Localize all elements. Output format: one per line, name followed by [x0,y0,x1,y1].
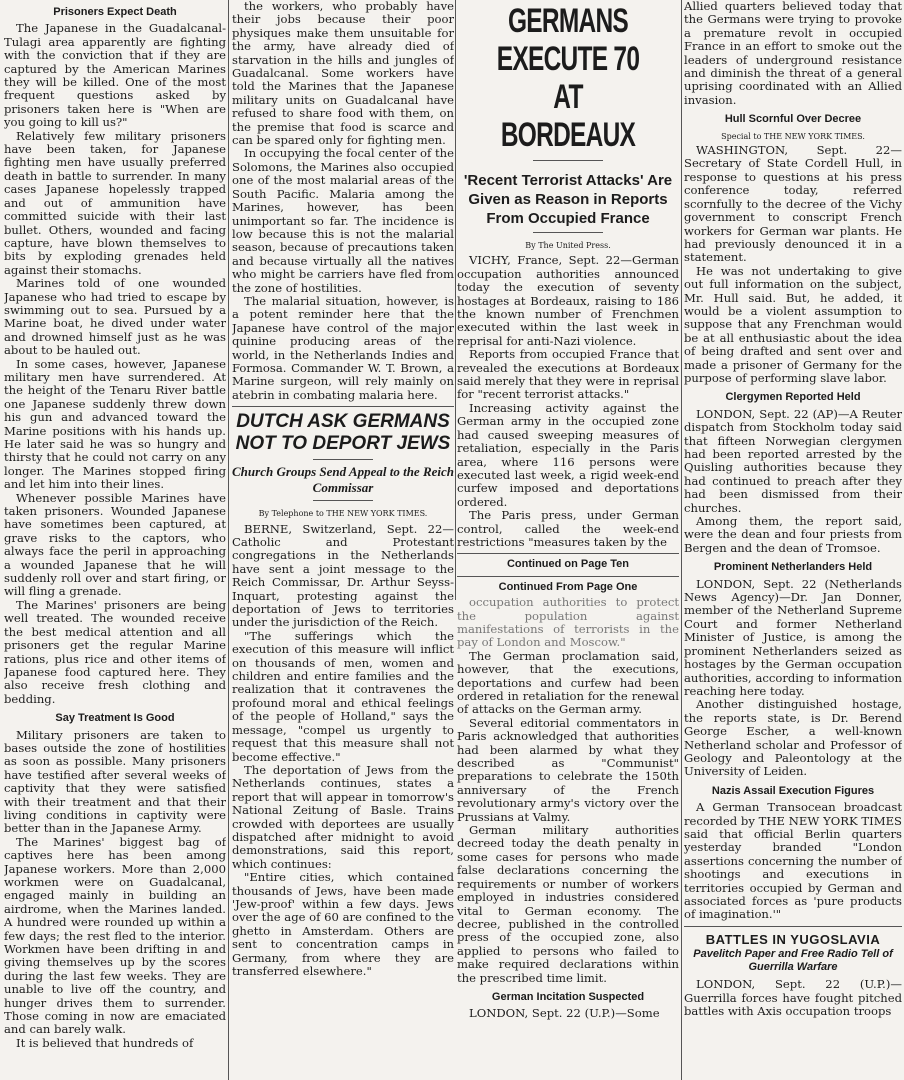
column-rule-3 [681,0,682,1080]
paragraph: LONDON, Sept. 22 (AP)—A Reuter dispatch from Stockholm today said that fifteen Norwegian clergymen had been reported arrested by the Quisling authorities because they had continued to preach after they had been dismissed from their churches. [684,406,902,515]
paragraph: German military authorities decreed today the death penalty in some cases for persons who made false declarations concerning the requirements or number of workers employed in industries considered vital to German economy. The decree, published in the controlled press of the occupied zone, also applied to persons who failed to make required declarations within the prescribed time limit. [457,823,679,985]
headline-german-incitation: German Incitation Suspected [491,990,645,1003]
headline-prisoners-expect-death: Prisoners Expect Death [53,6,177,18]
paragraph: occupation authorities to protect the population against manifestations of terrorists in the pay of London and Moscow." [457,595,679,650]
paragraph: A German Transocean broadcast recorded by THE NEW YORK TIMES said that official Berlin quarters yesterday branded "London assertions concerning the number of shootings and executions in territories occupied by German and associated forces as 'pure products of imagination.'" [684,800,902,922]
paragraph: Whenever possible Marines have taken prisoners. Wounded Japanese have sometimes been captured, at grave risks to the captors, who always face the peril in approaching a wounded Japanese that he will suddenly roll over and start firing, or will fling a grenade. [4,490,226,599]
paragraph: Increasing activity against the German army in the occupied zone had caused sweeping measures of retaliation, especially in the Paris area, where 116 persons were executed last week, a rigid week-end curfew imposed and deportations ordered. [457,400,679,509]
paragraph: Marines told of one wounded Japanese who had tried to escape by swimming out to sea. Pursued by a Marine boat, he dived under water and drowned himself just as he was about to be hauled out. [4,276,226,358]
headline-hull-scornful: Hull Scornful Over Decree [724,113,862,126]
deck-church-groups: Church Groups Send Appeal to the Reich Commissar [232,464,454,496]
paragraph: WASHINGTON, Sept. 22—Secretary of State Cordell Hull, in response to questions at his press conference today, referred scornfully to the decree of the Vichy government to conscript French workers for German war plants. He had previously denounced it in a statement. [684,143,902,265]
continued-from-label: Continued From Page One [498,580,638,593]
paragraph: It is believed that hundreds of [16,1035,194,1050]
paragraph: The German proclamation said, however, that the executions, deportations and curfew had been ordered in retaliation for the renewal of attacks on the German army. [457,648,679,717]
byline: By The United Press. [525,241,611,250]
divider [313,500,373,501]
divider [533,160,603,161]
paragraph: Allied quarters believed today that the Germans were trying to provoke a premature revolt in occupied France in an effort to smoke out the leaders of underground resistance and diminish the threat of a general uprising coordinated with an Allied invasion. [684,0,902,107]
headline-clergymen-reported-held: Clergymen Reported Held [725,391,861,404]
paragraph: Reports from occupied France that revealed the executions at Bordeaux said merely that they were in reprisal for "recent terrorist attacks." [457,347,679,402]
column-4 [684,0,902,1080]
paragraph: "Entire cities, which contained thousands of Jews, have been made 'Jew-proof' within a few days. Jews over the age of 60 are confined to the ghetto in Amsterdam. Others are sent to concentration camps in Germany, from where they are transferred elsewhere." [232,870,454,978]
paragraph: LONDON, Sept. 22 (Netherlands News Agency)—Dr. Jan Donner, member of the Netherland Supreme Court and former Netherland Minister of Justice, is among the prominent Netherlanders seized as hostages by the German occupation authorities, according to information reaching here today. [684,576,902,698]
byline: By Telephone to THE NEW YORK TIMES. [258,509,428,519]
paragraph: The Marines' prisoners are being well treated. The wounded receive the best medical attention and all prisoners get the regular Marine rations, plus rice and other items of Japanese food captured here. They also receive fresh clothing and bedding. [4,597,226,706]
paragraph: The Marines' biggest bag of captives here has been among Japanese workers. More than 2,000 workmen were on Guadalcanal, engaged mainly in building an airdrome, when the Marines landed. A hundred were rounded up within a few days; the rest fled to the interior. Workmen have been drifting in and giving themselves up by the scores during the last few weeks. They are unable to live off the country, and hunger drives them to surrender. Those coming in now are emaciated and can barely walk. [4,834,226,1037]
paragraph: VICHY, France, Sept. 22—German occupation authorities announced today the execution of seventy hostages at Bordeaux, raising to 186 the known number of Frenchmen executed within the last week in reprisal for anti-Nazi violence. [457,253,679,348]
deck-pavelitch-paper: Pavelitch Paper and Free Radio Tell of Guerrilla Warfare [693,948,893,974]
divider [313,459,373,460]
column-rule-2 [455,0,456,600]
paragraph: Among them, the report said, were the dean and four priests from Bergen and the dean of Tromsoe. [684,514,902,555]
column-rule-1 [228,0,229,1080]
paragraph: "The sufferings which the execution of this measure will inflict on thousands of men, women and children and entire families and the realization that it contravenes the profound moral and ethical feelings of the people of Holland," says the message, "compel us urgently to request that this measure shall not become effective." [232,628,454,764]
divider [457,553,679,554]
divider [457,576,679,577]
headline-battles-in-yugoslavia: BATTLES IN YUGOSLAVIA [705,931,881,947]
paragraph: In occupying the focal center of the Solomons, the Marines also occupied one of the most malarial areas of the South Pacific. Malaria among the Marines, however, has been unimportant so far. The incidence is low because this is not the malarial season, because of precautions taken and because virtually all the natives who might be carriers have fled from the zone of hostilities. [232,146,454,295]
headline-nazis-assail: Nazis Assail Execution Figures [711,784,875,797]
divider [232,406,454,407]
paragraph: Military prisoners are taken to bases outside the zone of hostilities as soon as possible. Many prisoners have testified after several weeks of captivity that they were satisfied with their treatment and that their living conditions in captivity were better than in the Japanese Army. [4,727,226,836]
paragraph: In some cases, however, Japanese military men have surrendered. At the height of the Tenaru River battle one Japanese suddenly threw down his gun and advanced toward the Marine positions with his hands up. He later said he was so hungry and thirsty that he could not carry on any longer. The Marines stopped firing and let him into their lines. [4,356,226,492]
paragraph: The deportation of Jews from the Netherlands continues, states a report that will appear in tomorrow's National Zeitung of Basle. Trains crowded with deportees are usually dispatched after midnight to avoid demonstrations, said this report, which continues: [232,762,454,871]
headline-prominent-netherlanders: Prominent Netherlanders Held [713,561,873,574]
column-3 [457,0,679,1080]
paragraph: The malarial situation, however, is a potent reminder here that the Japanese have control of the major quinine producing areas of the world, in the Netherlands Indies and Formosa. Commander W. T. Brown, a Marine surgeon, will rely mainly on atebrin in combating malaria here. [232,293,454,402]
paragraph: Another distinguished hostage, the reports state, is Dr. Berend George Escher, a well-known Netherland scholar and Professor of Geology and Paleontology at the University of Leiden. [684,697,902,779]
deck-recent-terrorist-attacks: 'Recent Terrorist Attacks' Are Given as Reason in Reports From Occupied France [463,172,673,227]
divider [684,926,902,927]
headline-say-treatment-is-good: Say Treatment Is Good [55,712,175,725]
paragraph: the workers, who probably have their jobs because their poor physiques make them unsuitable for the army, have already died of starvation in the hills and jungles of Guadalcanal. Some workers have told the Marines that the Japanese military units on Guadalcanal have refused to share food with them, on the premise that food is scarce and can be spared only for fighting men. [232,0,454,148]
paragraph: LONDON, Sept. 22 (U.P.)—Guerrilla forces have fought pitched battles with Axis occupation troops [684,977,902,1019]
headline-germans-execute: GERMANS EXECUTE 70 AT BORDEAUX [496,2,640,154]
paragraph: The Paris press, under German control, called the week-end restrictions "measures taken by the [457,508,679,549]
paragraph: The Japanese in the Guadalcanal-Tulagi area apparently are fighting with the conviction that if they are captured by the American Marines they will be killed. One of the most frequent questions asked by prisoners taken here is "When are you going to kill us?" [4,21,226,130]
paragraph: Several editorial commentators in Paris acknowledged that authorities had been alarmed by what they described as "Communist" preparations to celebrate the 150th anniversary of the French revolutionary army's victory over the Prussians at Valmy. [457,715,679,824]
paragraph: He was not undertaking to give out full information on the subject, Mr. Hull said. But, he added, it would be a violent assumption to suppose that any Frenchman would be at all enthusiastic about the idea of being drafted and sent over and made a prisoner of Germany for the purpose of performing slave labor. [684,263,902,385]
paragraph: LONDON, Sept. 22 (U.P.)—Some [469,1006,660,1021]
paragraph: Relatively few military prisoners have been taken, for Japanese fighting men have usually preferred death in battle to surrender. In many cases Japanese hopelessly trapped and out of ammunition have committed suicide with their last bullet. Others, wounded and facing capture, have blown themselves to bits by exploding grenades held against their stomachs. [4,128,226,277]
dateline: Special to THE NEW YORK TIMES. [721,131,865,141]
paragraph: BERNE, Switzerland, Sept. 22—Catholic and Protestant congregations in the Netherlands have sent a joint message to the Reich Commissar, Dr. Arthur Seyss-Inquart, protesting against the deportation of Jews to territories under the jurisdiction of the Reich. [232,521,454,630]
column-2 [232,0,454,1080]
column-1 [4,0,226,1080]
continued-on-label: Continued on Page Ten [506,558,629,571]
divider [533,232,603,233]
headline-dutch-ask-germans: DUTCH ASK GERMANS NOT TO DEPORT JEWS [235,411,451,455]
